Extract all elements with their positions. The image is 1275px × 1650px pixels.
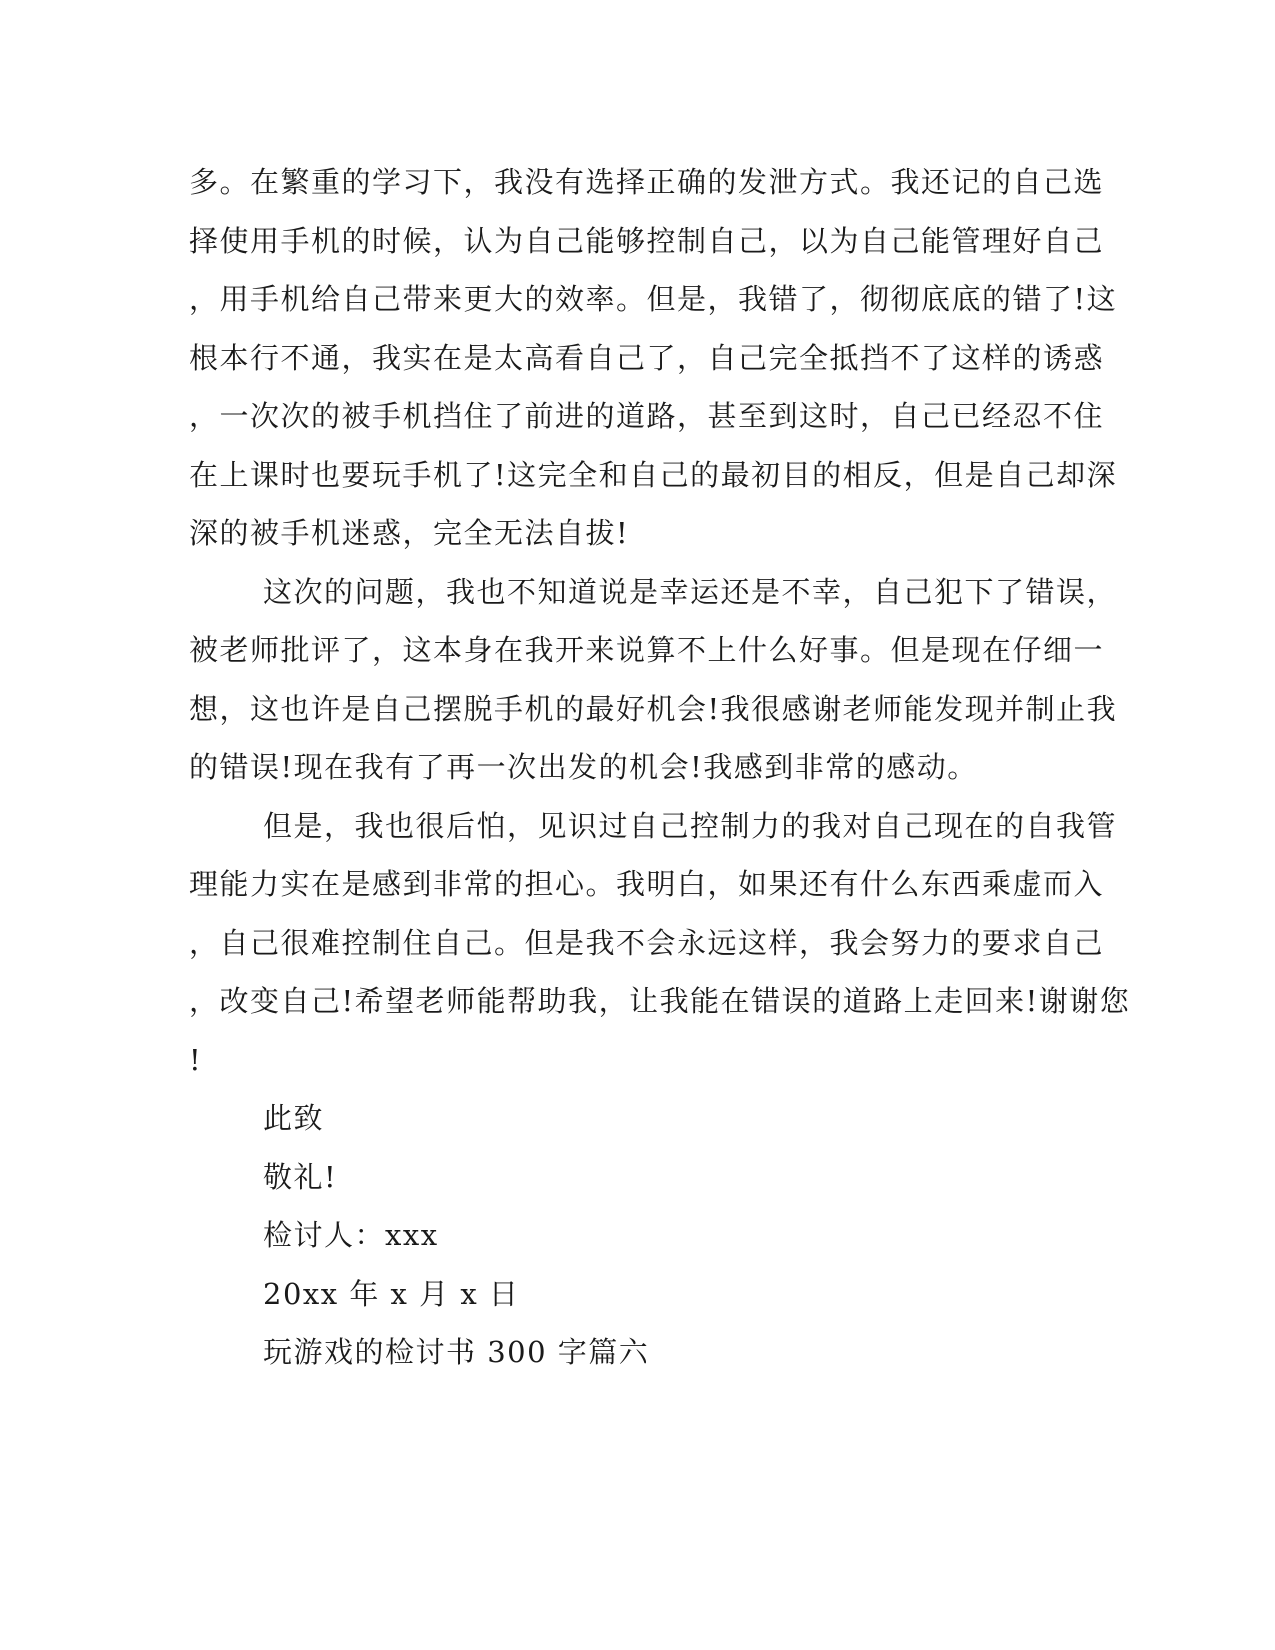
paragraph-start-line: 但是，我也很后怕，见识过自己控制力的我对自己现在的自我管 — [263, 809, 1118, 843]
closing-regards: 敬礼! — [263, 1160, 338, 1194]
body-line: ，一次次的被手机挡住了前进的道路，甚至到这时，自己已经忍不住 — [189, 399, 1105, 433]
body-line: ，自己很难控制住自己。但是我不会永远这样，我会努力的要求自己 — [189, 926, 1105, 960]
body-line: 的错误!现在我有了再一次出发的机会!我感到非常的感动。 — [189, 750, 978, 784]
body-line: 理能力实在是感到非常的担心。我明白，如果还有什么东西乘虚而入 — [189, 867, 1105, 901]
body-line: 根本行不通，我实在是太高看自己了，自己完全抵挡不了这样的诱惑 — [189, 341, 1105, 375]
date-line: 20xx 年 x 月 x 日 — [263, 1277, 520, 1311]
body-line: 想，这也许是自己摆脱手机的最好机会!我很感谢老师能发现并制止我 — [189, 692, 1118, 726]
body-line: 多。在繁重的学习下，我没有选择正确的发泄方式。我还记的自己选 — [189, 165, 1105, 199]
next-section-title: 玩游戏的检讨书 300 字篇六 — [263, 1335, 650, 1369]
signer-line: 检讨人：xxx — [263, 1218, 439, 1252]
closing-salutation: 此致 — [263, 1101, 325, 1135]
paragraph-start-line: 这次的问题，我也不知道说是幸运还是不幸，自己犯下了错误， — [263, 575, 1118, 609]
body-line: 被老师批评了，这本身在我开来说算不上什么好事。但是现在仔细一 — [189, 633, 1105, 667]
body-line: ! — [189, 1043, 203, 1077]
body-line: 在上课时也要玩手机了!这完全和自己的最初目的相反，但是自己却深 — [189, 458, 1118, 492]
body-line: 深的被手机迷惑，完全无法自拔! — [189, 516, 630, 550]
body-line: ，用手机给自己带来更大的效率。但是，我错了，彻彻底底的错了!这 — [189, 282, 1118, 316]
body-line: ，改变自己!希望老师能帮助我，让我能在错误的道路上走回来!谢谢您 — [189, 984, 1131, 1018]
body-line: 择使用手机的时候，认为自己能够控制自己，以为自己能管理好自己 — [189, 224, 1105, 258]
